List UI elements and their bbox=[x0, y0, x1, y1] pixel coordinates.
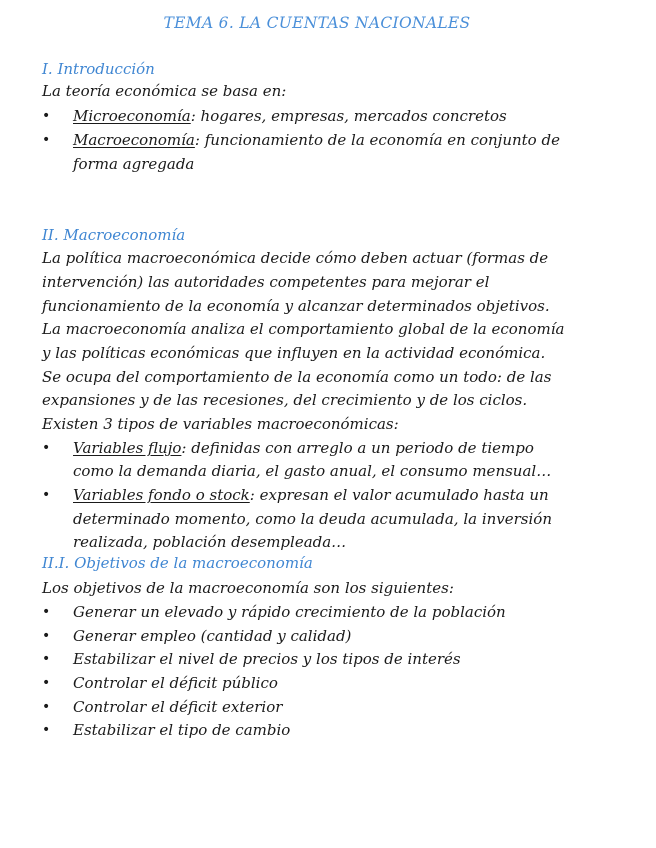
paragraph-line: Los objetivos de la macroeconomía son los siguientes: bbox=[42, 579, 454, 597]
list-item-text: Generar un elevado y rápido crecimiento de la población bbox=[73, 603, 506, 621]
list-item-text: Controlar el déficit exterior bbox=[73, 698, 283, 716]
term-variables-fondo: Variables fondo o stock bbox=[73, 486, 250, 504]
bullet-icon: • bbox=[42, 487, 51, 503]
paragraph-line: La teoría económica se basa en: bbox=[42, 82, 287, 100]
paragraph-line: Se ocupa del comportamiento de la economía como un todo: de las bbox=[42, 368, 552, 386]
paragraph-line: y las políticas económicas que influyen en la actividad económica. bbox=[42, 344, 546, 362]
list-item-text: Controlar el déficit público bbox=[73, 674, 278, 692]
paragraph-line: La macroeconomía analiza el comportamiento global de la economía bbox=[42, 320, 565, 338]
list-item-text: : definidas con arreglo a un periodo de tiempo bbox=[181, 439, 534, 457]
section-heading-introduccion: I. Introducción bbox=[42, 60, 155, 78]
document-page: TEMA 6. LA CUENTAS NACIONALES I. Introducción La teoría económica se basa en: • Microeconomía: hogares, empresas, mercados concretos • Macroeconomía: funcionamiento de la economía en conjunto de forma agregada II. Macroeconomía La política macroeconómica decide cómo deben actuar (formas de intervención) las autoridades competentes para mejorar el funcionamiento de la economía y alcanzar determinados objetivos. La macroeconomía analiza el comportamiento global de la economía y las políticas económicas que influyen en la actividad económica. Se ocupa del comportamiento de la economía como un todo: de las expansiones y de las recesiones, del crecimiento y de los ciclos. Existen 3 tipos de variables macroeconómicas: • Variables flujo: definidas con arreglo a un periodo de tiempo como la demanda diaria, el gasto anual, el consumo mensual… • Variables fondo o stock: expresan el valor acumulado hasta un determinado momento, como la deuda acumulada, la inversión realizada, población desempleada… II.I. Objetivos de la macroeconomía Los objetivos de la macroeconomía son los siguientes: • Generar un elevado y rápido crecimiento de la población • Generar empleo (cantidad y calidad) • Estabilizar el nivel de precios y los tipos de interés • Controlar el déficit público • Controlar el déficit exterior • Estabilizar el tipo de cambio bbox=[0, 0, 656, 848]
term-variables-flujo: Variables flujo bbox=[73, 439, 182, 457]
list-item-text: : hogares, empresas, mercados concretos bbox=[190, 107, 507, 125]
list-item-text: Estabilizar el nivel de precios y los tipos de interés bbox=[73, 650, 461, 668]
term-macroeconomia: Macroeconomía bbox=[73, 131, 195, 149]
bullet-icon: • bbox=[42, 651, 51, 667]
paragraph-line: intervención) las autoridades competentes para mejorar el bbox=[42, 273, 490, 291]
list-item-text: : funcionamiento de la economía en conjunto de bbox=[194, 131, 560, 149]
paragraph-line: La política macroeconómica decide cómo deben actuar (formas de bbox=[42, 249, 549, 267]
bullet-icon: • bbox=[42, 675, 51, 691]
bullet-icon: • bbox=[42, 722, 51, 738]
bullet-icon: • bbox=[42, 440, 51, 456]
paragraph-line: expansiones y de las recesiones, del crecimiento y de los ciclos. bbox=[42, 391, 528, 409]
paragraph-line: Existen 3 tipos de variables macroeconómicas: bbox=[42, 415, 399, 433]
bullet-icon: • bbox=[42, 628, 51, 644]
list-item-text: Estabilizar el tipo de cambio bbox=[73, 721, 291, 739]
list-item-text: Generar empleo (cantidad y calidad) bbox=[73, 627, 352, 645]
bullet-icon: • bbox=[42, 108, 51, 124]
list-item-text: : expresan el valor acumulado hasta un bbox=[249, 486, 549, 504]
document-title: TEMA 6. LA CUENTAS NACIONALES bbox=[163, 14, 471, 32]
bullet-icon: • bbox=[42, 699, 51, 715]
section-heading-objetivos: II.I. Objetivos de la macroeconomía bbox=[42, 554, 313, 572]
section-heading-macroeconomia: II. Macroeconomía bbox=[42, 226, 186, 244]
bullet-icon: • bbox=[42, 604, 51, 620]
term-microeconomia: Microeconomía bbox=[73, 107, 191, 125]
bullet-icon: • bbox=[42, 132, 51, 148]
paragraph-line: funcionamiento de la economía y alcanzar determinados objetivos. bbox=[42, 297, 550, 315]
